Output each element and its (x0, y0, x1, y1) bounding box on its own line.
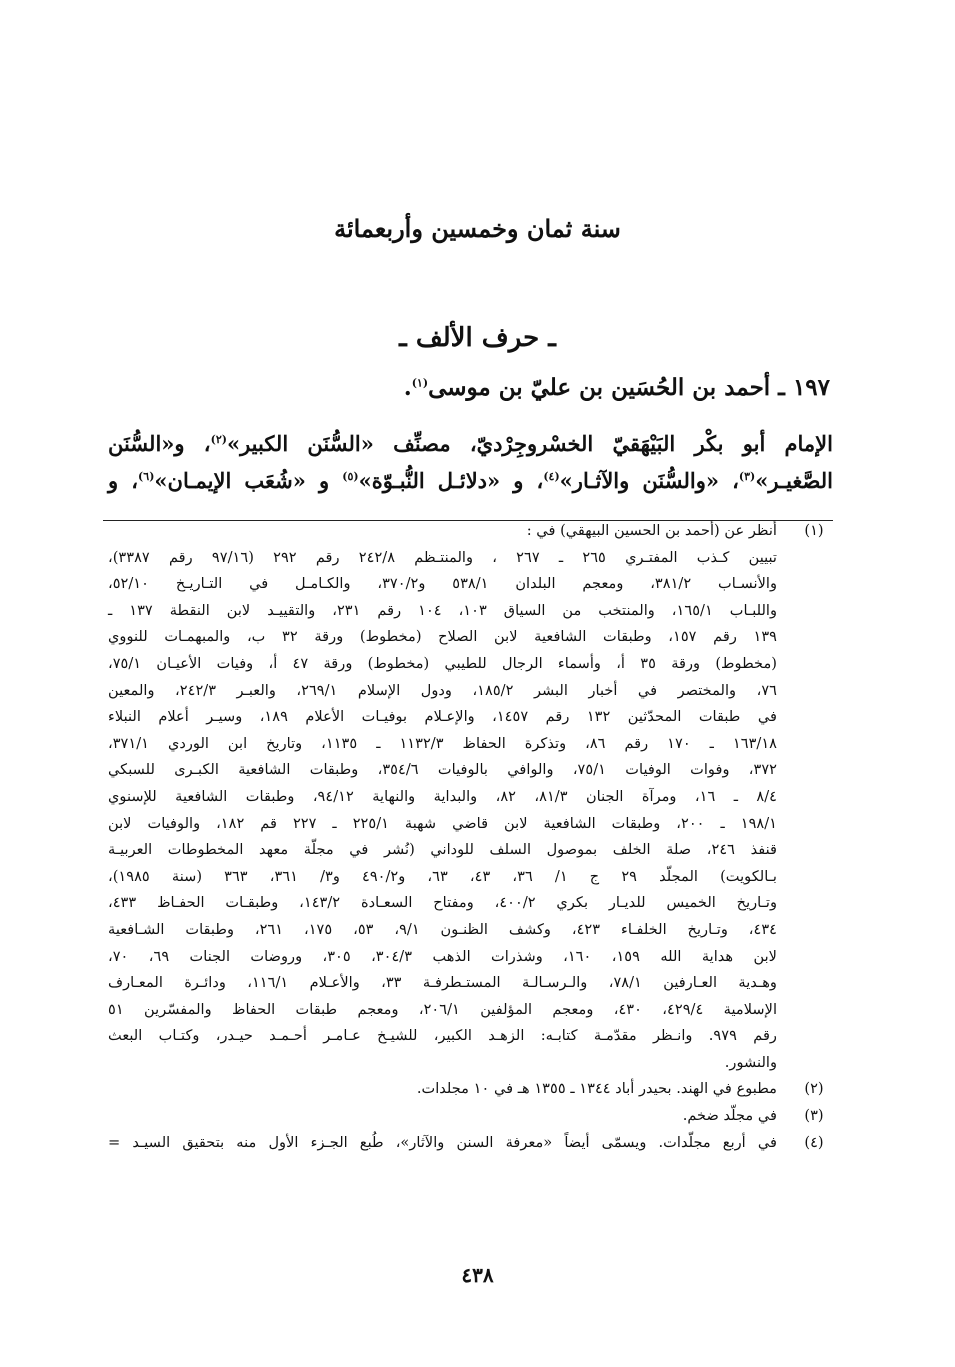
footnote-line: في مجلّد ضخم. (682, 1107, 777, 1125)
entry-body (108, 425, 833, 499)
footnote-line: ٧٦، والمختصر في أخبار البشر ١٨٥/٢، ودول الإسلام ٢٦٩/١، والعبـر ٢٤٢/٣، والمعين (108, 681, 777, 699)
footnote-line: في طبقات المحدّثين ١٣٢ رقم ١٤٥٧، والإعـلام بوفيـات الأعلام ١٨٩، وسيـر أعلام النبلاء (108, 708, 777, 726)
footnote-line: بـالكويت) المجلّد ٢٩ ج ١/ ٣٦، ٤٣، ٦٣، و٤٩٠/٢ و٣/ ٣٦١، ٣٦٣ (سنة ١٩٨٥)، (108, 867, 777, 885)
footnote-line: تبيين كـذب المفتـري ٢٦٥ ـ ٢٦٧ ، والمنتـظم ٢٤٢/٨ رقم ٢٩٢ (٩٧/١٦ رقم ٣٣٨٧)، (108, 548, 777, 566)
footnote-line: وتـاريخ الخميس للديـار بكري ٤٠٠/٢، ومفتاح السعـادة ١٤٣/٢، وطبقـات الحفـاظ ٤٣٣، (108, 894, 778, 912)
footnote-line: لابن هداية الله ١٥٩، ١٦٠، وشذرات الذهب ٣٠٤/٣، ٣٠٥، وروضات الجنات ٦٩، ٧٠، (108, 947, 777, 965)
section-heading: ـ حرف الألف ـ (399, 323, 556, 353)
footnotes (108, 518, 830, 1156)
page-number: ٤٣٨ (461, 1263, 494, 1287)
footnote-line: ١٣٩ رقم ١٥٧، وطبقات الشافعية لابن الصلاح (مخطوط) ورقة ٣٢ ب، والمبهمـات للنووي (108, 628, 778, 646)
entry-text: ، و (108, 468, 139, 493)
entry-body-line (108, 425, 833, 462)
footnote-line: في أربع مجلّدات. ويسمّى أيضاً «معرفة السنن والآثار»، طُبع الجـزء الأول منه بتحقيق السيـد = (108, 1133, 777, 1151)
footnote-2 (108, 1076, 830, 1103)
footnote-line: والنشور. (724, 1053, 777, 1071)
entry-title (100, 370, 830, 406)
footnote-line: ٣٧٢، وفوات الوفيات ٧٥/١، والوافي بالوفيات ٣٥٤/٦، وطبقات الشافعية الكبـرى للسبكي (108, 761, 778, 779)
footnote-line: ١٩٨/١ ـ ٢٠٠، وطبقات الشافعية لابن قاضي شهبة ٢٢٥/١ ـ ٢٢٧ قم ١٨٢، والوفيات لابن (108, 814, 778, 832)
entry-text: الصَّغيـر» (755, 468, 833, 493)
entry-text: ، و «دلائـل النُّبـوّة» (358, 468, 544, 493)
footnote-ref[interactable]: (١) (411, 376, 429, 390)
footnote-line: ٤٣٤، وتـاريخ الخلفـاء ٤٢٣، وكشف الظنـون ٩/١، ٥٣، ١٧٥، ٢٦١، وطبقات الشـافعية (108, 920, 778, 938)
footnote-line: أنظر عن (أحمد بن الحسين البيهقي) في : (526, 522, 777, 539)
footnote-1 (108, 518, 830, 1076)
footnote-ref[interactable]: (٤) (543, 470, 560, 483)
footnote-line: قنفذ ٢٤٦، صلة الخلف بموصول السلف للوداني (نُشر في مجلّة معهد المخطوطات العربيـة (108, 841, 777, 859)
footnote-line: وهـدية العـارفين ٧٨/١، والـرسـالـة المستـطرفـة ٣٣، والأعـلام ١١٦/١، ودائـرة المعـارف (108, 974, 777, 992)
entry-text: ، «والسُّنَن والآثـار» (559, 468, 739, 493)
footnote-line: والأنسـاب ٣٨١/٢، ومعجم البلدان ٥٣٨/١ و٣٧٠/٢، والكـامـل في التـاريـخ ٥٢/١٠، (108, 575, 777, 593)
entry-text: الإمام أبو بكْر البَيْهَقيّ الخسْروجِرْديّ، مصنِّف «السُّنَن الكبير» (226, 431, 833, 456)
footnote-ref[interactable]: (٥) (342, 470, 359, 483)
footnote-line: ٨/٤ ـ ١٦، ومرآة الجنان ٨١/٣، ٨٢، والبداية والنهاية ٩٤/١٢، وطبقات الشافعية للإسنوي (108, 787, 777, 805)
footnote-number: (٣) (804, 1107, 824, 1125)
footnote-ref[interactable]: (٢) (210, 433, 227, 446)
footnote-line: الإسلامية ٤٢٩/٤، ٤٣٠، ومعجم المؤلفين ٢٠٦/١، ومعجم طبقات الحفاظ والمفسّرين ٥١ (108, 1000, 778, 1018)
footnote-number: (٢) (804, 1080, 824, 1098)
entry-title-text: ١٩٧ ـ أحمد بن الحُسَين بن عليّ بن موسى (428, 374, 830, 401)
footnote-4 (108, 1130, 830, 1157)
entry-text: و «شُعَب الإيمـان» (154, 468, 343, 493)
footnote-line: رقم ٩٧٩. وانـظر مقدّمـة كتابـه: الزهـد الكبير، للشيـخ عـامـر أحـمـد حيـدر، وكتـاب البعث (108, 1027, 777, 1045)
footnote-line: واللبـاب ١٦٥/١، والمنتخب من السياق ١٠٣، ١٠٤ رقم ٢٣١، والتقييـد لابن النقطة ١٣٧ ـ (108, 601, 777, 619)
footnote-line: مطبوع في الهند. بحيدر أباد ١٣٤٤ ـ ١٣٥٥ هـ في ١٠ مجلدات. (416, 1080, 777, 1098)
entry-text: ، و«السُّنَن (108, 431, 211, 456)
year-heading: سنة ثمان وخمسين وأربعمائة (334, 214, 621, 243)
footnote-line: ١٦٣/١٨ ـ ١٧٠ رقم ٨٦، وتذكرة الحفاظ ١١٣٢/٣ ـ ١١٣٥، وتاريخ ابن الوردي ٣٧١/١، (108, 734, 777, 752)
footnote-3 (108, 1103, 830, 1130)
entry-body-line (108, 462, 833, 499)
entry-title-end: . (403, 374, 412, 401)
footnote-number: (١) (804, 522, 824, 539)
footnote-ref[interactable]: (٦) (138, 470, 155, 483)
footnote-line: (مخطوط) ورقة ٣٥ أ، وأسماء الرجال للطيبي (مخطوط) ورقة ٤٧ أ، وفيات الأعيـان ٧٥/١، (108, 654, 777, 672)
footnote-number: (٤) (804, 1133, 824, 1151)
footnote-ref[interactable]: (٣) (738, 470, 756, 483)
